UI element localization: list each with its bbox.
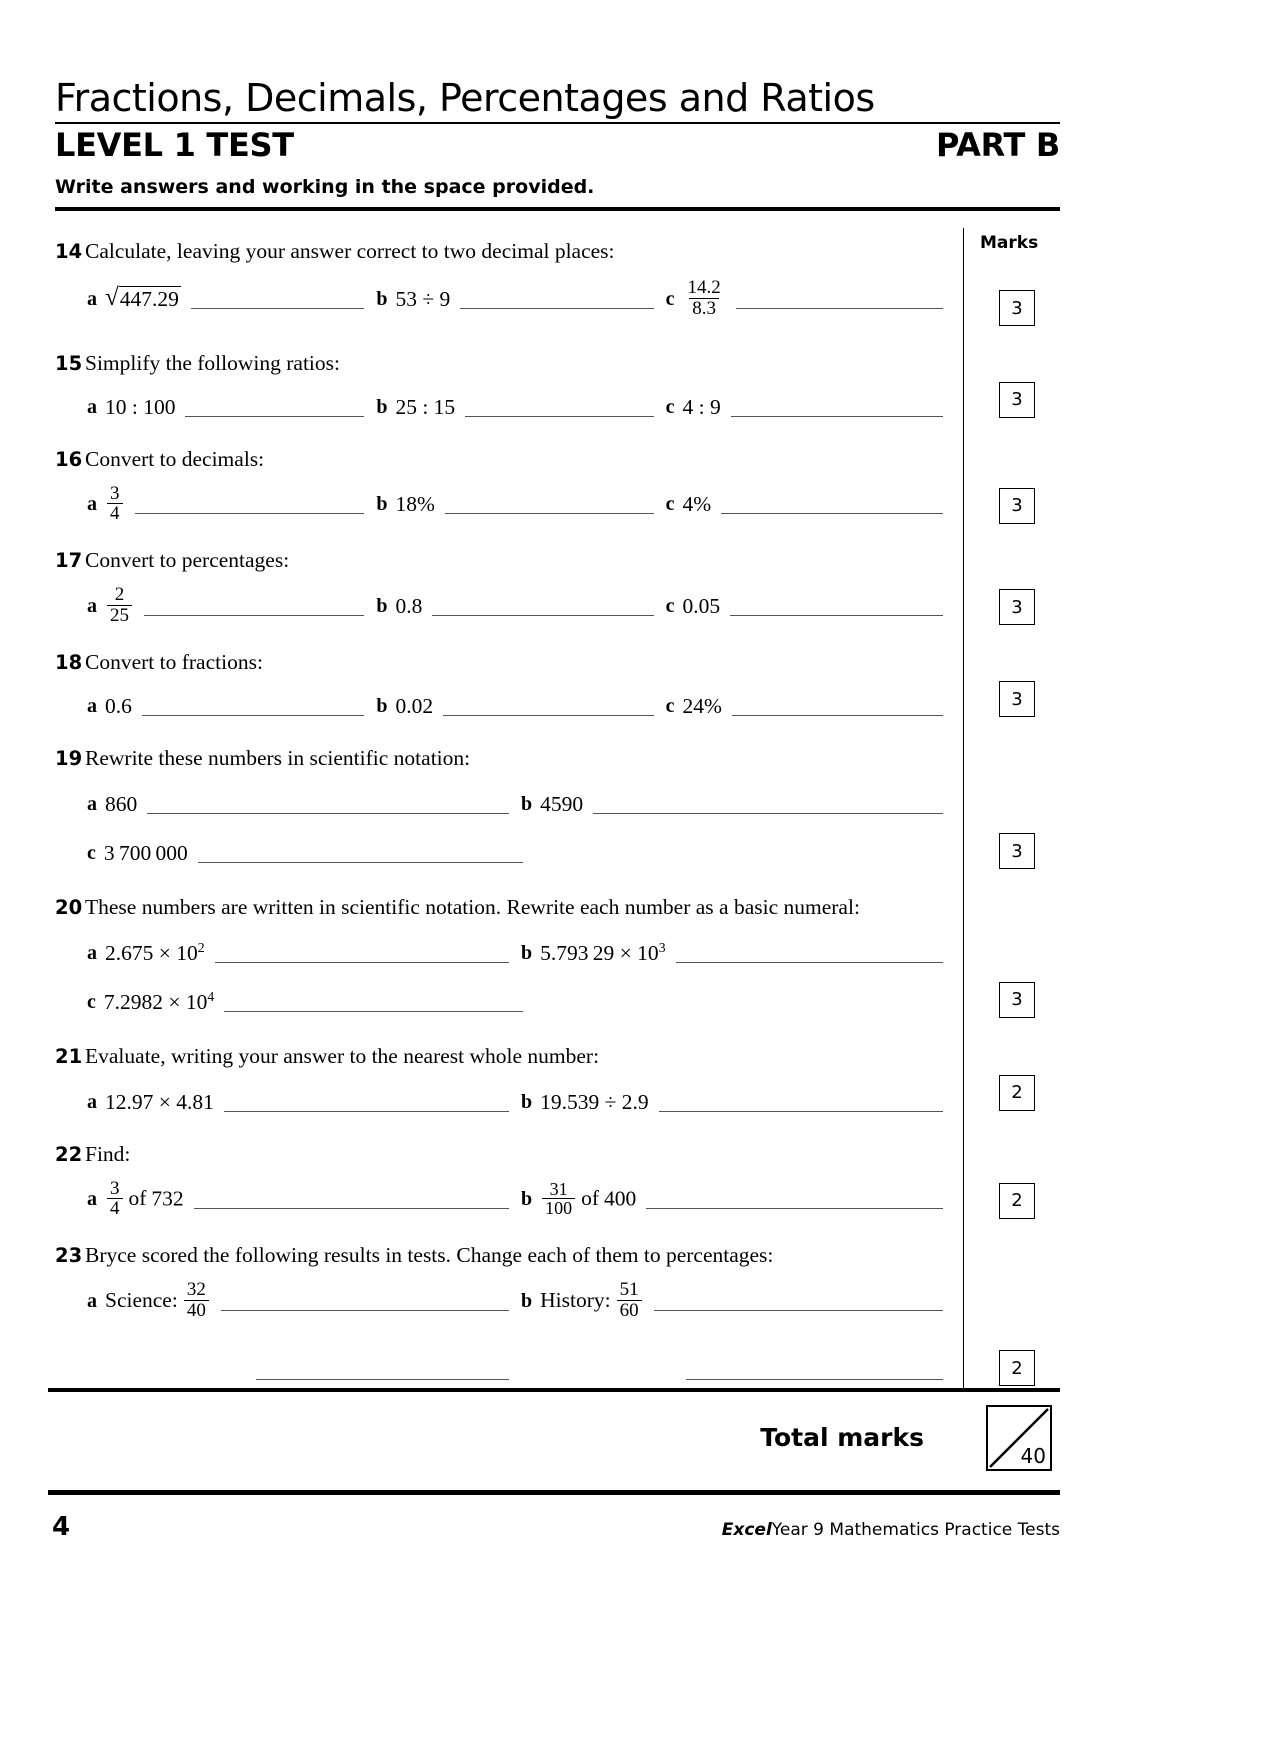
answer-line[interactable] bbox=[731, 416, 943, 417]
question-22 bbox=[55, 1141, 1023, 1221]
question-part-b bbox=[521, 1090, 955, 1115]
subject-label: History: bbox=[540, 1287, 611, 1312]
fraction bbox=[542, 1180, 575, 1219]
answer-line[interactable] bbox=[221, 1310, 509, 1311]
instruction-text: Write answers and working in the space provided. bbox=[55, 176, 595, 199]
question-parts-row1 bbox=[87, 792, 955, 817]
marks-box: 3 bbox=[999, 290, 1035, 326]
question-text: Calculate, leaving your answer correct to two decimal places: bbox=[85, 239, 615, 263]
answer-line[interactable] bbox=[676, 962, 943, 963]
marks-column-divider bbox=[963, 228, 964, 1388]
fraction-denominator: 8.3 bbox=[689, 298, 719, 319]
question-part-b bbox=[376, 485, 665, 526]
part-expression: 3 700 000 bbox=[103, 840, 188, 865]
marks-box: 3 bbox=[999, 982, 1035, 1018]
part-letter: c bbox=[87, 841, 96, 864]
part-expression: 0.8 bbox=[395, 594, 423, 619]
radicand: 447.29 bbox=[119, 287, 179, 312]
question-part-c bbox=[666, 395, 955, 420]
footer-series-text bbox=[722, 1520, 1060, 1540]
answer-line[interactable] bbox=[432, 615, 653, 616]
question-text: Convert to decimals: bbox=[85, 446, 265, 471]
answer-line[interactable] bbox=[142, 715, 364, 716]
fraction bbox=[107, 585, 132, 626]
part-letter: a bbox=[87, 792, 97, 815]
fraction-numerator: 31 bbox=[549, 1178, 568, 1199]
fraction bbox=[184, 1280, 209, 1321]
fraction-denominator: 25 bbox=[107, 605, 132, 626]
marks-box: 3 bbox=[999, 589, 1035, 625]
of-word: of bbox=[581, 1185, 600, 1210]
part-expression: 19.539 ÷ 2.9 bbox=[540, 1089, 649, 1114]
answer-line[interactable] bbox=[135, 513, 365, 514]
question-17 bbox=[55, 547, 1023, 627]
fraction-numerator: 14.2 bbox=[687, 276, 721, 298]
document-title: Fractions, Decimals, Percentages and Ratios bbox=[55, 76, 875, 120]
answer-line[interactable] bbox=[465, 416, 653, 417]
operand-value: 732 bbox=[151, 1185, 184, 1210]
part-letter: a bbox=[87, 941, 97, 964]
answer-line[interactable] bbox=[593, 813, 943, 814]
answer-line[interactable] bbox=[646, 1208, 943, 1209]
question-part-a bbox=[87, 792, 521, 817]
part-expression bbox=[105, 1281, 211, 1322]
working-line-a bbox=[87, 1358, 521, 1383]
marks-box: 3 bbox=[999, 681, 1035, 717]
question-part-b bbox=[521, 1180, 955, 1221]
question-number: 21 bbox=[55, 1044, 83, 1068]
part-expression: 10 : 100 bbox=[105, 394, 176, 419]
question-parts bbox=[87, 276, 955, 320]
answer-line[interactable] bbox=[198, 862, 523, 863]
part-expression: 12.97 × 4.81 bbox=[105, 1089, 214, 1114]
part-letter: b bbox=[521, 1090, 533, 1113]
part-expression: 4 : 9 bbox=[682, 394, 721, 419]
fraction-denominator: 4 bbox=[107, 1198, 123, 1219]
header-divider-thin bbox=[55, 122, 1060, 124]
part-expression: 4% bbox=[682, 492, 712, 517]
answer-line[interactable] bbox=[730, 615, 943, 616]
answer-line[interactable] bbox=[256, 1379, 509, 1380]
part-letter: b bbox=[521, 792, 533, 815]
answer-line[interactable] bbox=[732, 715, 943, 716]
marks-box: 3 bbox=[999, 488, 1035, 524]
part-expression bbox=[540, 1178, 637, 1220]
question-parts-row1 bbox=[87, 941, 955, 966]
answer-line[interactable] bbox=[445, 513, 654, 514]
part-expression: 53 ÷ 9 bbox=[395, 286, 451, 311]
fraction-denominator: 4 bbox=[107, 503, 123, 524]
question-number: 15 bbox=[55, 351, 83, 375]
part-expression: 4590 bbox=[540, 791, 584, 816]
answer-line[interactable] bbox=[736, 308, 943, 309]
part-title: PART B bbox=[935, 126, 1060, 165]
fraction-numerator: 51 bbox=[619, 1279, 639, 1301]
question-text: Convert to percentages: bbox=[85, 548, 290, 573]
exponent: 4 bbox=[207, 988, 215, 1004]
question-part-b bbox=[376, 586, 665, 627]
spacer-expr bbox=[534, 1358, 676, 1383]
answer-line[interactable] bbox=[185, 416, 364, 417]
part-letter: c bbox=[665, 595, 675, 618]
question-text: Simplify the following ratios: bbox=[85, 350, 340, 375]
part-letter: c bbox=[665, 695, 675, 717]
question-text: Find: bbox=[85, 1141, 131, 1166]
part-letter: a bbox=[87, 493, 97, 516]
question-number: 14 bbox=[55, 240, 83, 263]
part-letter: b bbox=[521, 941, 533, 964]
question-number: 22 bbox=[55, 1142, 83, 1166]
question-part-a bbox=[87, 482, 376, 526]
marks-box: 3 bbox=[999, 382, 1035, 418]
question-18 bbox=[55, 649, 1023, 719]
part-letter: a bbox=[87, 1290, 97, 1313]
question-part-a bbox=[87, 694, 376, 719]
part-expression bbox=[540, 1281, 643, 1322]
page-footer bbox=[48, 1502, 1060, 1562]
question-part-a bbox=[87, 1177, 521, 1221]
question-parts-row2 bbox=[87, 841, 955, 866]
question-parts bbox=[87, 1177, 955, 1221]
spacer-expr bbox=[100, 1358, 246, 1383]
question-part-b bbox=[376, 395, 665, 420]
question-number: 23 bbox=[55, 1244, 83, 1268]
part-expression bbox=[105, 286, 181, 312]
marks-box: 3 bbox=[999, 833, 1035, 869]
marks-column-header: Marks bbox=[980, 233, 1039, 253]
question-part-b bbox=[376, 694, 665, 719]
part-expression bbox=[105, 941, 205, 966]
page-header bbox=[55, 78, 1060, 211]
part-expression bbox=[104, 990, 214, 1015]
question-part-b bbox=[521, 792, 955, 817]
question-part-a bbox=[87, 395, 376, 420]
exponent: 3 bbox=[658, 939, 666, 955]
series-name: Year 9 Mathematics Practice Tests bbox=[771, 1520, 1060, 1540]
part-letter: b bbox=[521, 1188, 533, 1211]
question-part-a bbox=[87, 1090, 521, 1115]
answer-line[interactable] bbox=[194, 1208, 509, 1209]
part-letter: b bbox=[521, 1290, 533, 1313]
page-number: 4 bbox=[52, 1512, 71, 1542]
question-part-c bbox=[666, 485, 955, 526]
fraction bbox=[685, 278, 724, 319]
subject-label: Science: bbox=[105, 1287, 178, 1312]
answer-line[interactable] bbox=[686, 1379, 943, 1380]
operand-value: 400 bbox=[604, 1185, 637, 1210]
part-expression: 0.6 bbox=[105, 694, 132, 718]
exponent: 2 bbox=[197, 939, 205, 955]
question-parts bbox=[87, 694, 955, 719]
answer-line[interactable] bbox=[443, 715, 654, 716]
answer-line[interactable] bbox=[659, 1111, 943, 1112]
part-expression bbox=[540, 941, 665, 966]
question-23 bbox=[55, 1242, 1023, 1383]
level-part-row bbox=[55, 126, 1060, 164]
question-part-a bbox=[87, 941, 521, 966]
radical-sign: √ bbox=[105, 284, 119, 312]
extra-working-lines bbox=[87, 1358, 955, 1383]
part-letter: b bbox=[376, 595, 388, 618]
question-part-c bbox=[87, 841, 535, 866]
working-line-b bbox=[521, 1358, 955, 1383]
question-parts bbox=[87, 1090, 955, 1115]
part-letter: a bbox=[87, 1188, 97, 1211]
question-text: Bryce scored the following results in tests. Change each of them to percentages: bbox=[85, 1243, 774, 1268]
mantissa: 5.793 29 × 10 bbox=[540, 940, 659, 965]
question-number: 16 bbox=[55, 447, 83, 471]
question-text: Rewrite these numbers in scientific notation: bbox=[85, 746, 471, 770]
part-letter: b bbox=[376, 695, 388, 717]
question-number: 18 bbox=[55, 651, 83, 675]
question-part-b bbox=[521, 941, 955, 966]
answer-line[interactable] bbox=[654, 1310, 943, 1311]
part-letter: b bbox=[376, 287, 388, 310]
part-expression bbox=[105, 482, 125, 526]
header-divider-thick bbox=[55, 207, 1060, 211]
part-expression bbox=[105, 586, 134, 627]
total-marks-value: 40 bbox=[1020, 1444, 1046, 1468]
question-number: 17 bbox=[55, 549, 83, 573]
question-19 bbox=[55, 745, 1023, 866]
answer-line[interactable] bbox=[147, 813, 509, 814]
question-parts bbox=[87, 586, 955, 627]
total-marks-box bbox=[986, 1405, 1052, 1471]
part-expression: 860 bbox=[105, 791, 138, 816]
question-15 bbox=[55, 350, 1023, 420]
answer-line[interactable] bbox=[215, 962, 509, 963]
answer-line[interactable] bbox=[144, 615, 364, 616]
fraction-numerator: 3 bbox=[110, 1177, 120, 1199]
question-parts-row2 bbox=[87, 990, 955, 1015]
question-20 bbox=[55, 894, 1023, 1015]
marks-box: 2 bbox=[999, 1075, 1035, 1111]
fraction-denominator: 60 bbox=[617, 1300, 642, 1321]
fraction-numerator: 2 bbox=[114, 584, 125, 606]
question-parts bbox=[87, 482, 955, 526]
part-letter: a bbox=[87, 1090, 97, 1113]
part-expression bbox=[683, 276, 726, 320]
part-expression: 0.05 bbox=[682, 594, 721, 619]
part-letter: b bbox=[376, 493, 388, 516]
fraction bbox=[107, 484, 123, 525]
level-title: LEVEL 1 TEST bbox=[55, 126, 294, 165]
answer-line[interactable] bbox=[191, 308, 364, 309]
part-letter: c bbox=[665, 395, 675, 418]
question-part-a bbox=[87, 1281, 521, 1322]
fraction-denominator: 100 bbox=[542, 1198, 575, 1218]
bottom-divider bbox=[48, 1388, 1060, 1392]
part-letter: c bbox=[665, 493, 675, 516]
fraction-numerator: 3 bbox=[110, 482, 120, 504]
answer-line[interactable] bbox=[224, 1011, 523, 1012]
question-part-c bbox=[87, 990, 535, 1015]
footer-divider bbox=[48, 1490, 1060, 1495]
fraction-denominator: 40 bbox=[184, 1300, 209, 1321]
question-number: 19 bbox=[55, 747, 83, 770]
fraction-numerator: 32 bbox=[186, 1279, 206, 1301]
fraction bbox=[617, 1280, 642, 1321]
answer-line[interactable] bbox=[460, 308, 653, 309]
question-parts bbox=[87, 395, 955, 420]
total-marks-label: Total marks bbox=[760, 1423, 924, 1452]
question-part-a bbox=[87, 279, 376, 320]
question-number: 20 bbox=[55, 895, 83, 919]
spacer bbox=[521, 1359, 526, 1382]
part-letter: a bbox=[87, 287, 97, 310]
part-expression: 0.02 bbox=[395, 694, 434, 718]
part-expression: 24% bbox=[682, 694, 722, 718]
brand-name: Excel bbox=[721, 1520, 772, 1540]
mantissa: 7.2982 × 10 bbox=[103, 989, 208, 1014]
part-letter: c bbox=[665, 287, 675, 310]
total-marks-row bbox=[48, 1405, 1060, 1485]
question-part-b bbox=[376, 279, 665, 320]
of-word: of bbox=[128, 1185, 147, 1210]
answer-line[interactable] bbox=[721, 513, 943, 514]
part-expression bbox=[105, 1177, 184, 1221]
question-text: These numbers are written in scientific notation. Rewrite each number as a basic numeral: bbox=[85, 894, 860, 919]
part-letter: a bbox=[87, 395, 97, 418]
question-parts bbox=[87, 1281, 955, 1322]
answer-line[interactable] bbox=[224, 1111, 509, 1112]
spacer bbox=[87, 1359, 92, 1382]
marks-box: 2 bbox=[999, 1183, 1035, 1219]
fraction bbox=[107, 1179, 123, 1220]
mantissa: 2.675 × 10 bbox=[105, 940, 198, 965]
part-letter: a bbox=[87, 695, 97, 717]
part-letter: b bbox=[376, 395, 388, 418]
part-expression: 18% bbox=[395, 492, 435, 517]
part-letter: c bbox=[87, 990, 96, 1013]
part-letter: a bbox=[87, 595, 97, 618]
question-part-a bbox=[87, 586, 376, 627]
question-part-b bbox=[521, 1281, 955, 1322]
question-part-c bbox=[665, 276, 955, 320]
question-text: Evaluate, writing your answer to the nearest whole number: bbox=[85, 1043, 600, 1068]
part-expression: 25 : 15 bbox=[395, 394, 456, 419]
question-part-c bbox=[666, 586, 955, 627]
marks-box: 2 bbox=[999, 1350, 1035, 1386]
question-21 bbox=[55, 1043, 1023, 1115]
question-part-c bbox=[666, 694, 955, 719]
questions-area bbox=[55, 228, 1060, 1388]
question-16 bbox=[55, 446, 1023, 526]
question-text: Convert to fractions: bbox=[85, 650, 263, 675]
